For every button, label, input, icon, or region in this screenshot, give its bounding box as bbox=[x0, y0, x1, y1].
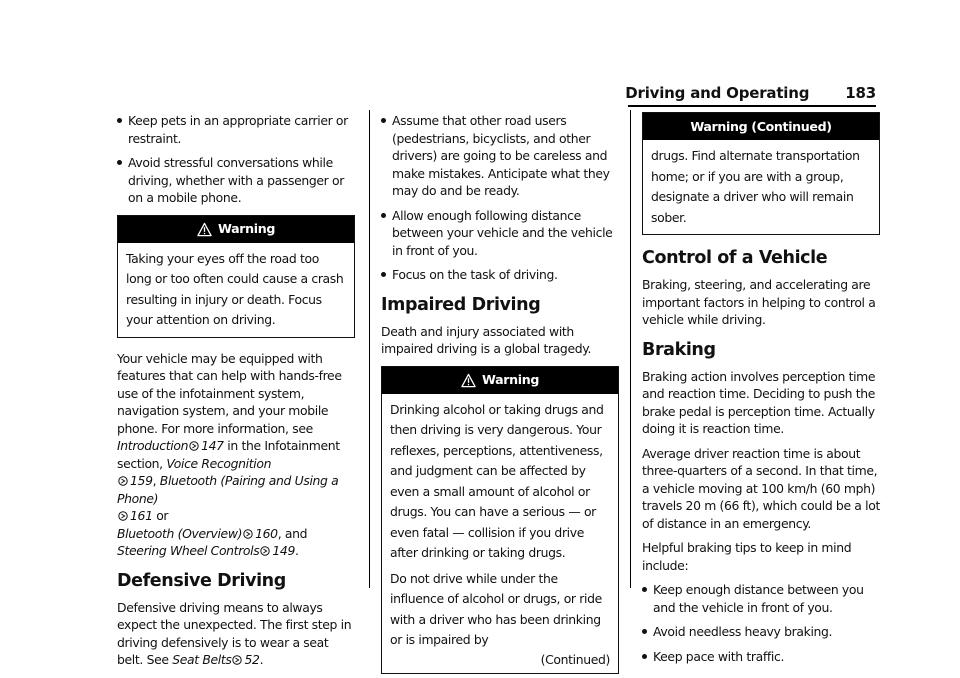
braking-paragraph-1: Braking action involves perception time and reaction time. Deciding to push the brake pedal is perception time. Actually doing it is reaction time. bbox=[642, 368, 876, 436]
xref-bluetooth-overview[interactable]: Bluetooth (Overview) bbox=[117, 525, 243, 541]
list-item: Avoid needless heavy braking. bbox=[642, 623, 880, 641]
warning-box bbox=[381, 366, 619, 674]
bullet-icon bbox=[381, 118, 386, 123]
bullet-icon bbox=[381, 272, 386, 277]
page-header bbox=[625, 84, 876, 102]
section-title: Driving and Operating bbox=[625, 84, 810, 102]
defensive-driving-paragraph: Defensive driving means to always expect the unexpected. The first step in driving defensively is to wear a seat belt. See Seat Belts 52. bbox=[117, 599, 352, 667]
bullet-icon bbox=[642, 629, 647, 634]
xref-seat-belts[interactable]: Seat Belts bbox=[172, 652, 232, 667]
page-reference-icon bbox=[232, 655, 242, 665]
page-reference-icon bbox=[260, 546, 270, 556]
impaired-driving-intro: Death and injury associated with impaired driving is a global tragedy. bbox=[381, 323, 592, 356]
page-reference-icon bbox=[189, 441, 199, 451]
list-item: Focus on the task of driving. bbox=[381, 266, 619, 284]
braking-paragraph-3: Helpful braking tips to keep in mind include: bbox=[642, 540, 852, 573]
bullet-icon bbox=[642, 587, 647, 592]
bullet-icon bbox=[642, 654, 647, 659]
column-1 bbox=[117, 112, 355, 676]
warning-triangle-icon bbox=[461, 373, 476, 388]
header-rule bbox=[628, 105, 876, 107]
warning-header: Warning bbox=[118, 216, 354, 243]
continued-label: (Continued) bbox=[540, 651, 610, 667]
warning-body: Taking your eyes off the road too long or too often could cause a crash resulting in injury or death. Focus your attention on driving. bbox=[126, 250, 344, 327]
control-paragraph: Braking, steering, and accelerating are important factors in helping to control a vehicle while driving. bbox=[642, 277, 876, 327]
list-item: Keep pace with traffic. bbox=[642, 648, 880, 666]
page-reference-icon bbox=[118, 511, 128, 521]
column-2 bbox=[381, 112, 619, 678]
list-item: Keep enough distance between you and the vehicle in front of you. bbox=[642, 581, 880, 616]
xref-introduction[interactable]: Introduction bbox=[117, 438, 189, 453]
warning-header: Warning (Continued) bbox=[643, 113, 879, 140]
list-item: Keep pets in an appropriate carrier or restraint. bbox=[117, 112, 355, 147]
bullet-icon bbox=[381, 213, 386, 218]
warning-body: drugs. Find alternate transportation home; or if you are with a group, designate a driver who will remain sober. bbox=[651, 148, 860, 225]
section-heading-defensive-driving: Defensive Driving bbox=[117, 570, 286, 591]
xref-voice-recognition[interactable]: Voice Recognition bbox=[166, 455, 272, 471]
bullet-icon bbox=[117, 118, 122, 123]
hands-free-paragraph: Your vehicle may be equipped with features that can help with hands-free use of the infotainment system, navigation system, and your mobile phone. For more information, see Introduction 147 in the Infotainment section, Voice Recognition 159, Bluetooth (Pairing and Using a Phone) 161 or Bluetooth (Overview) 160, and Steering Wheel Controls 149. bbox=[117, 350, 342, 558]
bullet-icon bbox=[117, 160, 122, 165]
warning-box bbox=[117, 215, 355, 338]
column-divider bbox=[630, 110, 631, 588]
warning-box-continued bbox=[642, 112, 880, 235]
column-3 bbox=[642, 112, 880, 672]
list-item: Allow enough following distance between your vehicle and the vehicle in front of you. bbox=[381, 207, 619, 260]
page-reference-icon bbox=[118, 476, 128, 486]
section-heading-impaired-driving: Impaired Driving bbox=[381, 294, 541, 315]
section-heading-control-of-vehicle: Control of a Vehicle bbox=[642, 248, 828, 268]
warning-header: Warning bbox=[382, 367, 618, 394]
list-item: Avoid stressful conversations while driving, whether with a passenger or on a mobile phone. bbox=[117, 154, 355, 207]
warning-triangle-icon bbox=[197, 222, 212, 237]
section-heading-braking: Braking bbox=[642, 339, 716, 360]
list-item: Assume that other road users (pedestrians, bicyclists, and other drivers) are going to be careless and make mistakes. Anticipate what they may do and be ready. bbox=[381, 112, 619, 200]
column-divider bbox=[369, 110, 370, 588]
warning-body: Drinking alcohol or taking drugs and then driving is very dangerous. Your reflexes, perceptions, attentiveness, and judgment can be affected by even a small amount of alcohol or drugs. You can have a serious — or even fatal — collision if you drive after drinking or taking drugs. Do not drive while under the influence of alcohol or drugs, or ride with a driver who has been drinking or is impaired by (Continued) bbox=[390, 401, 610, 667]
braking-paragraph-2: Average driver reaction time is about three-quarters of a second. In that time, a vehicle moving at 100 km/h (60 mph) travels 20 m (66 ft), which could be a lot of distance in an emergency. bbox=[642, 445, 880, 531]
xref-bluetooth-pairing[interactable]: Bluetooth (Pairing and Using a Phone) bbox=[117, 473, 339, 506]
page-number: 183 bbox=[845, 84, 876, 102]
xref-steering-wheel-controls[interactable]: Steering Wheel Controls bbox=[117, 543, 260, 558]
page-reference-icon bbox=[243, 529, 253, 539]
